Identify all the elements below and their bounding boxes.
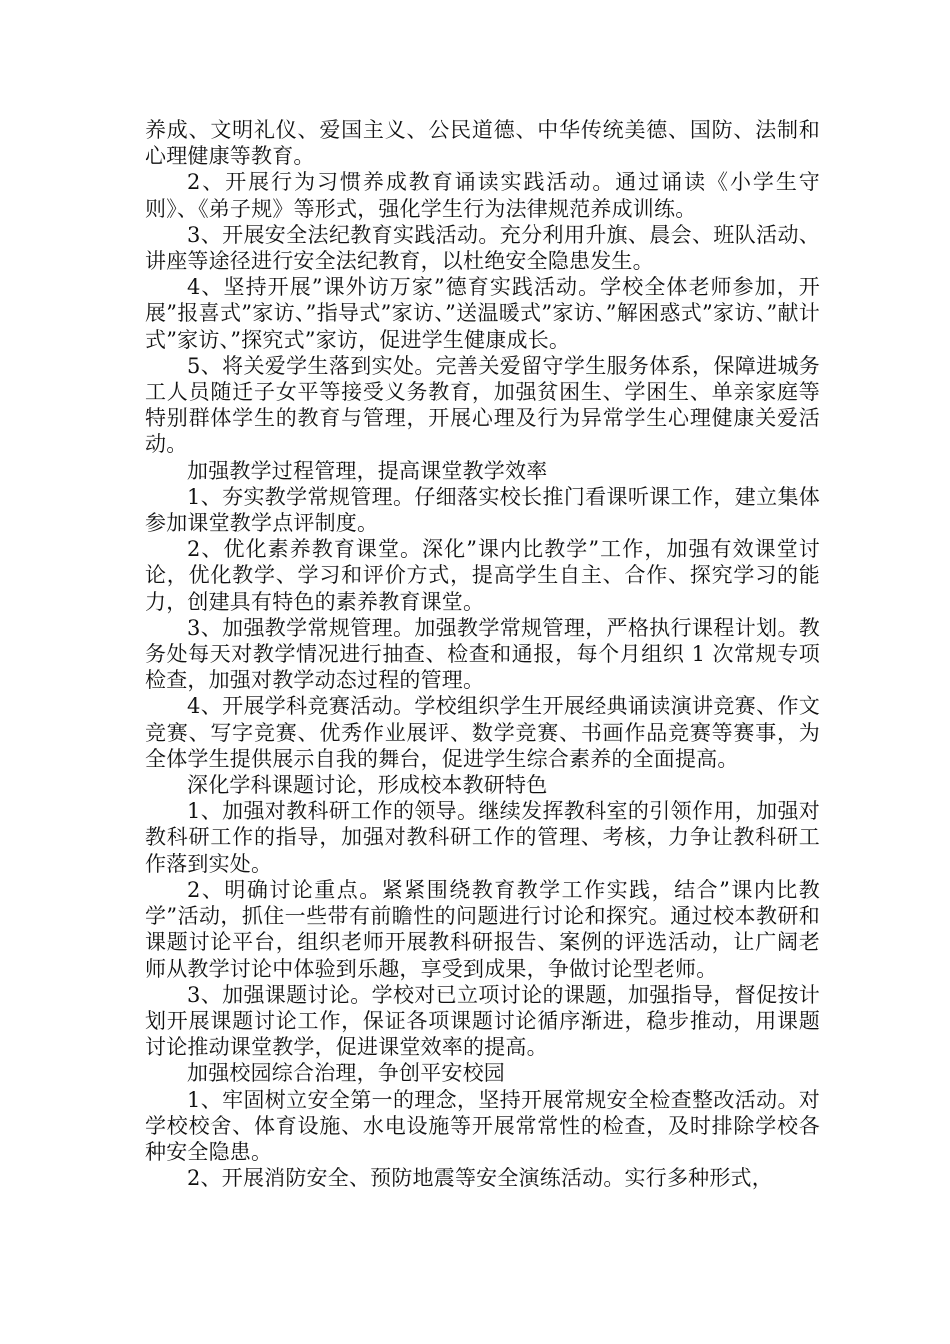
paragraph-care-students: 5、将关爱学生落到实处。完善关爱留守学生服务体系，保障进城务工人员随迁子女平等接受义务教育，加强贫困生、学困生、单亲家庭等特别群体学生的教育与管理，开展心理及行为异常学生心理健康关爱活动。	[145, 353, 820, 457]
paragraph-home-visits: 4、坚持开展”课外访万家”德育实践活动。学校全体老师参加，开展”报喜式”家访、”指导式”家访、”送温暖式”家访、”解困惑式”家访、”献计式”家访、”探究式”家访，促进学生健康成长。	[145, 275, 820, 352]
paragraph-research-focus: 2、明确讨论重点。紧紧围绕教育教学工作实践，结合”课内比教学”活动，抓住一些带有前瞻性的问题进行讨论和探究。通过校本教研和课题讨论平台，组织老师开展教科研报告、案例的评选活动，让广阔老师从教学讨论中体验到乐趣，享受到成果，争做讨论型老师。	[145, 877, 820, 981]
paragraph-research-leadership: 1、加强对教科研工作的领导。继续发挥教科室的引领作用，加强对教科研工作的指导，加强对教科研工作的管理、考核，力争让教科研工作落到实处。	[145, 799, 820, 876]
paragraph-behavior-habits: 2、开展行为习惯养成教育诵读实践活动。通过诵读《小学生守则》、《弟子规》等形式，强化学生行为法律规范养成训练。	[145, 170, 820, 221]
paragraph-safety-law: 3、开展安全法纪教育实践活动。充分利用升旗、晨会、班队活动、讲座等途径进行安全法纪教育，以杜绝安全隐患发生。	[145, 222, 820, 274]
paragraph-safety-first: 1、牢固树立安全第一的理念，坚持开展常规安全检查整改活动。对学校校舍、体育设施、水电设施等开展常常性的检查，及时排除学校各种安全隐患。	[145, 1087, 820, 1164]
paragraph-research-projects: 3、加强课题讨论。学校对已立项讨论的课题，加强指导，督促按计划开展课题讨论工作，保证各项课题讨论循序渐进，稳步推动，用课题讨论推动课堂教学，促进课堂效率的提高。	[145, 982, 820, 1060]
document-page	[145, 117, 820, 1191]
paragraph-quality-classroom: 2、优化素养教育课堂。深化”课内比教学”工作，加强有效课堂讨论，优化教学、学习和评价方式，提高学生自主、合作、探究学习的能力，创建具有特色的素养教育课堂。	[145, 537, 820, 614]
section-heading-teaching-management: 加强教学过程管理，提高课堂教学效率	[187, 458, 548, 483]
paragraph-teaching-routine: 1、夯实教学常规管理。仔细落实校长推门看课听课工作，建立集体参加课堂教学点评制度。	[145, 484, 820, 536]
paragraph-routine-management: 3、加强教学常规管理。加强教学常规管理，严格执行课程计划。教务处每天对教学情况进行抽查、检查和通报，每个月组织 1 次常规专项检查，加强对教学动态过程的管理。	[145, 615, 820, 693]
section-heading-research: 深化学科课题讨论，形成校本教研特色	[187, 773, 548, 798]
paragraph-continuation: 养成、文明礼仪、爱国主义、公民道德、中华传统美德、国防、法制和心理健康等教育。	[145, 118, 820, 169]
paragraph-drills: 2、开展消防安全、预防地震等安全演练活动。实行多种形式，	[187, 1166, 773, 1191]
section-heading-campus-safety: 加强校园综合治理，争创平安校园	[187, 1061, 505, 1086]
paragraph-subject-competitions: 4、开展学科竞赛活动。学校组织学生开展经典诵读演讲竞赛、作文竞赛、写字竞赛、优秀作业展评、数学竞赛、书画作品竞赛等赛事，为全体学生提供展示自我的舞台，促进学生综合素养的全面提高。	[145, 694, 820, 771]
